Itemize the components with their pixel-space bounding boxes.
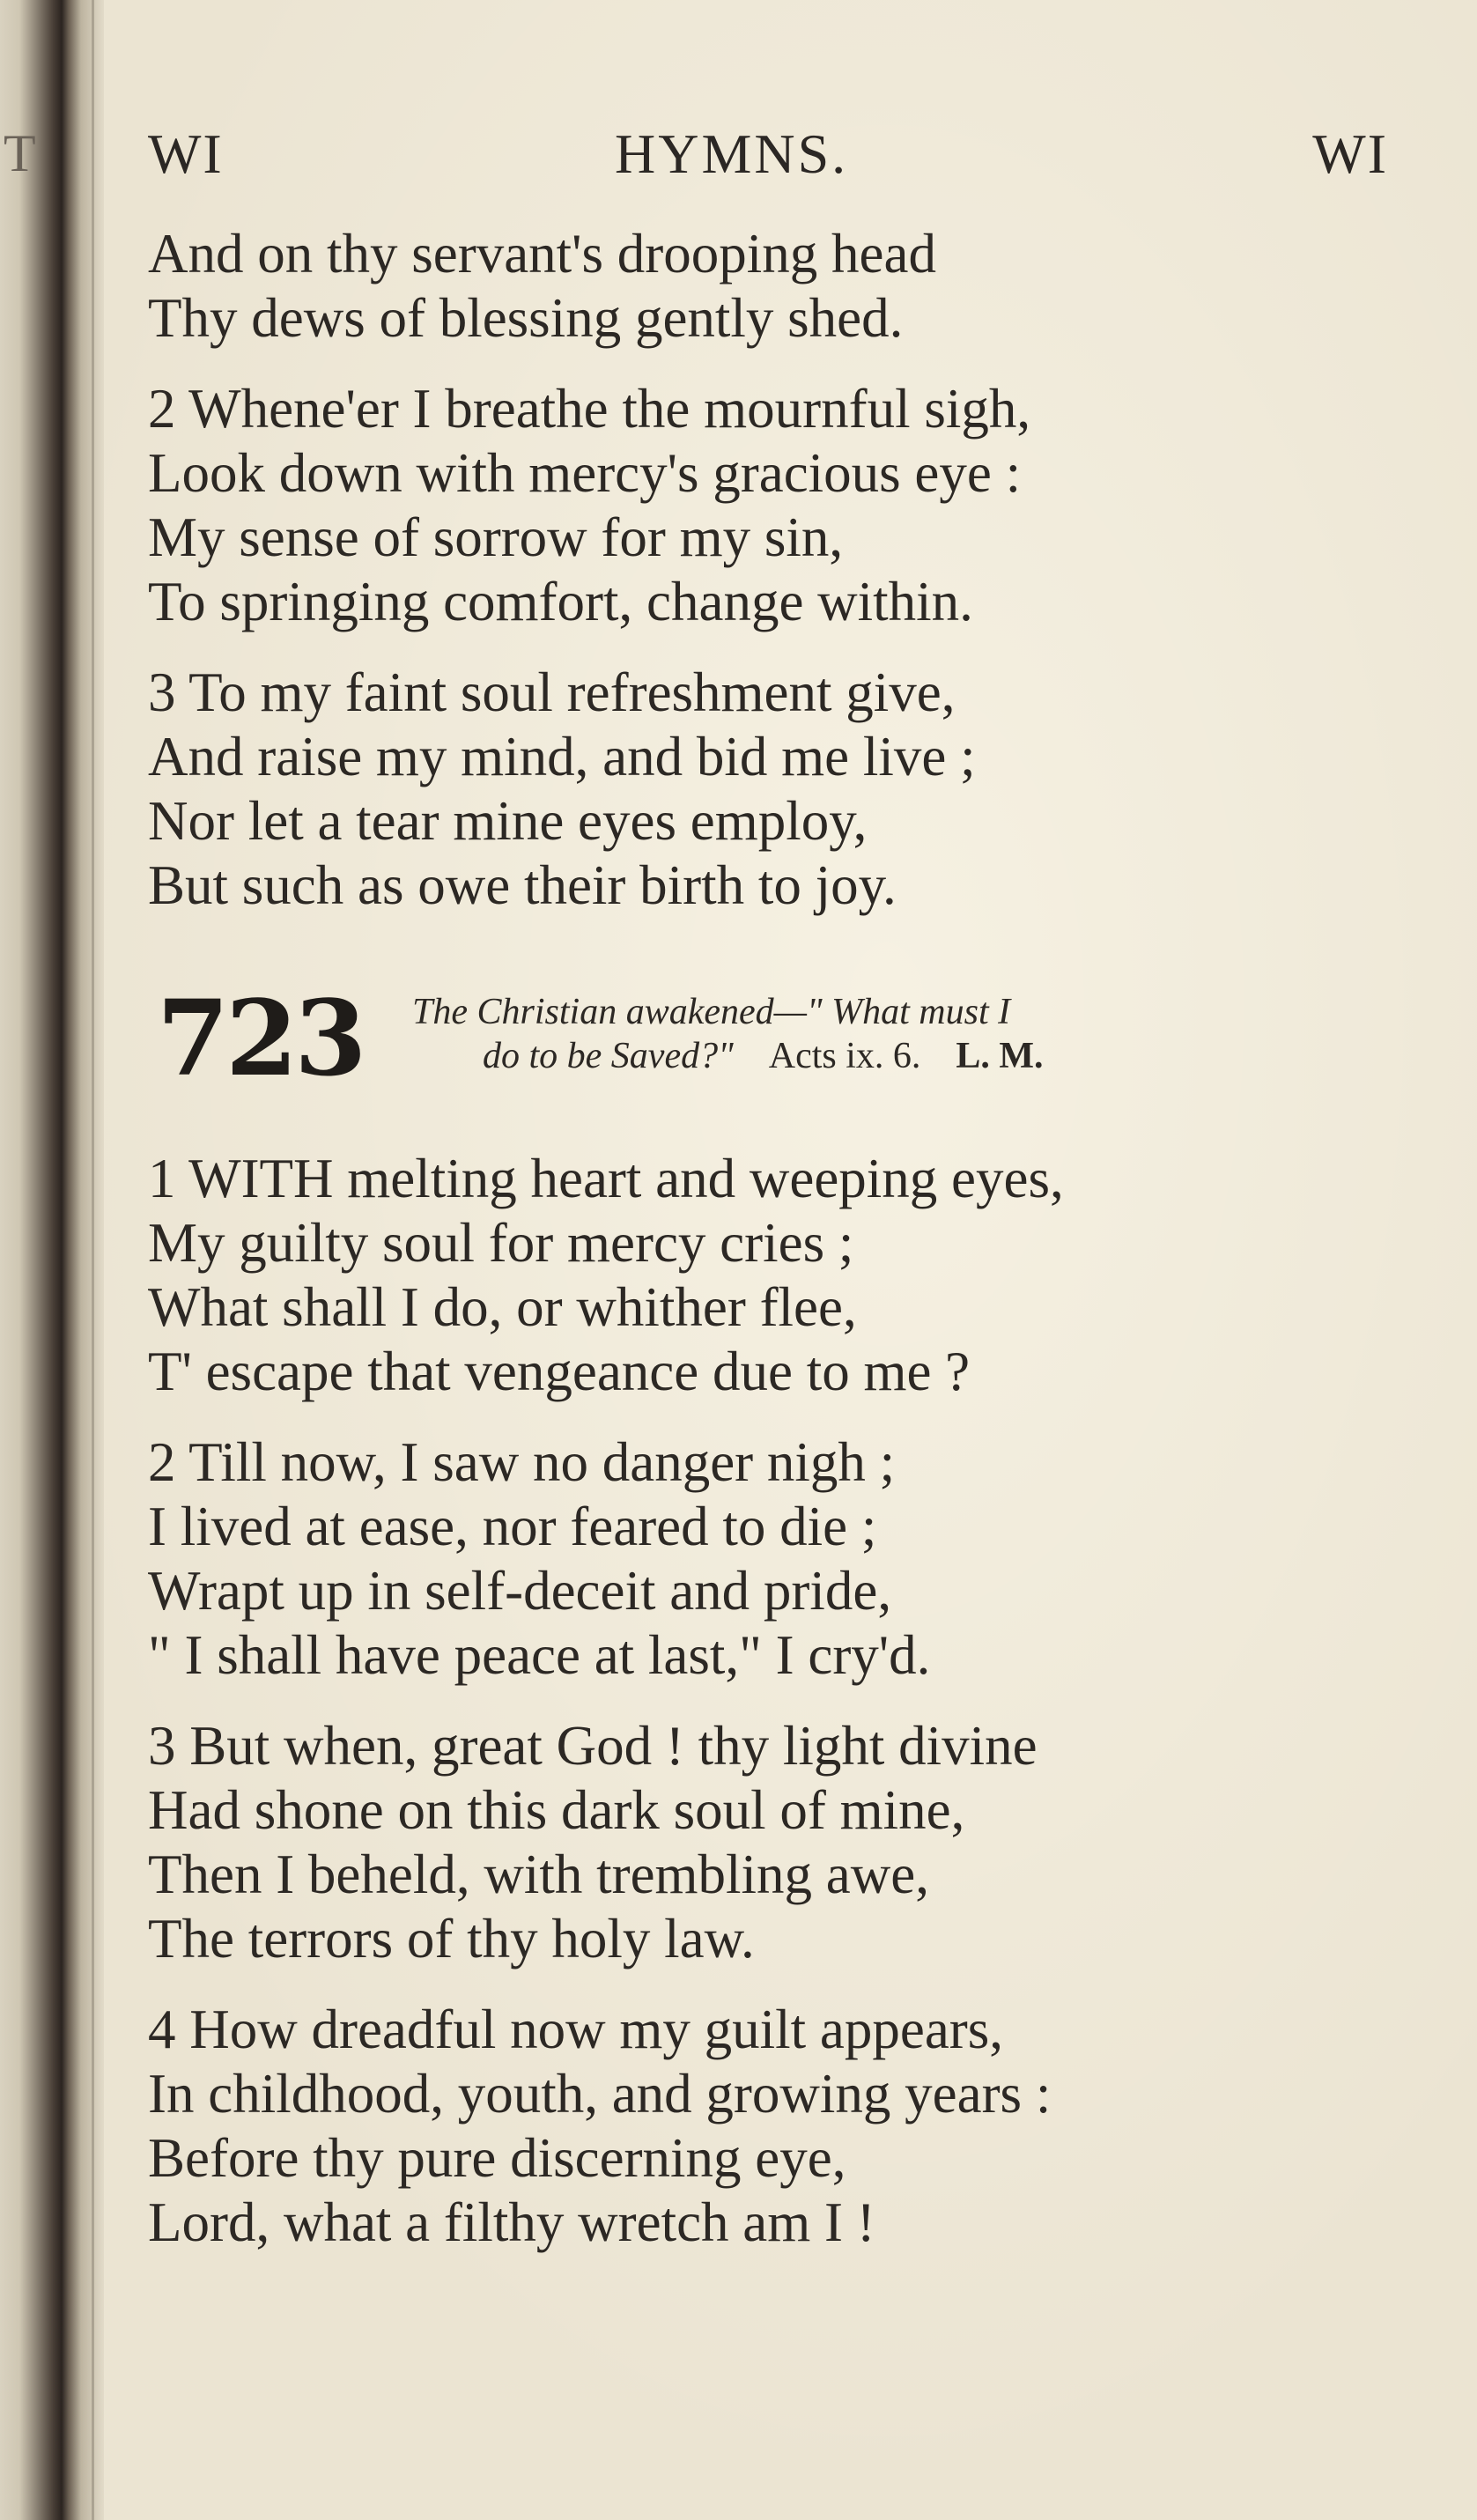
verse-line: The terrors of thy holy law. <box>148 1908 755 1969</box>
page-body <box>148 222 1416 2281</box>
hymn-title <box>412 990 1044 1078</box>
scripture-reference: Acts ix. 6. <box>768 1036 921 1076</box>
verse-line: 3 But when, great God ! thy light divine <box>148 1715 1038 1777</box>
hymn-title-line2-wrap <box>412 1034 1044 1078</box>
verse-line: And raise my mind, and bid me live ; <box>148 726 976 787</box>
hymn-stanza-3 <box>148 1714 1416 1971</box>
hymn-meter: L. M. <box>956 1036 1044 1076</box>
hymn-title-line1: The Christian awakened—" What must I <box>412 992 1011 1032</box>
running-head-title: HYMNS. <box>615 122 849 185</box>
running-head <box>148 122 1388 192</box>
verse-line: My guilty soul for mercy cries ; <box>148 1212 854 1274</box>
verse-line: Wrapt up in self-deceit and pride, <box>148 1560 892 1622</box>
gutter-line <box>92 0 94 2520</box>
running-head-right: WI <box>1312 122 1388 185</box>
verse-line: " I shall have peace at last," I cry'd. <box>148 1624 931 1686</box>
hymn-stanza-2 <box>148 1430 1416 1688</box>
verse-line: In childhood, youth, and growing years : <box>148 2063 1052 2125</box>
verse-line: T' escape that vengeance due to me ? <box>148 1341 971 1402</box>
verse-line: My sense of sorrow for my sin, <box>148 506 844 568</box>
verse-line: Thy dews of blessing gently shed. <box>148 287 904 349</box>
hymn-stanza-4 <box>148 1998 1416 2255</box>
continued-stanza <box>148 222 1416 351</box>
book-gutter <box>0 0 104 2520</box>
verse-line: Look down with mercy's gracious eye : <box>148 442 1022 504</box>
hymn-header <box>148 977 1416 1099</box>
hymn-title-line2: do to be Saved?" <box>483 1036 734 1076</box>
verse-line: To springing comfort, change within. <box>148 571 973 632</box>
prev-stanza-3 <box>148 661 1416 918</box>
running-head-left: WI <box>148 122 224 185</box>
verse-line: Nor let a tear mine eyes employ, <box>148 790 868 852</box>
verse-line: I lived at ease, nor feared to die ; <box>148 1496 877 1557</box>
verse-line: 3 To my faint soul refreshment give, <box>148 661 956 723</box>
edge-mark: T <box>4 124 36 182</box>
verse-line: And on thy servant's drooping head <box>148 223 936 285</box>
verse-line: Had shone on this dark soul of mine, <box>148 1779 965 1841</box>
verse-line: Lord, what a filthy wretch am I ! <box>148 2191 875 2253</box>
verse-line: 2 Till now, I saw no danger nigh ; <box>148 1431 896 1493</box>
verse-line: What shall I do, or whither flee, <box>148 1276 857 1338</box>
verse-line: 4 How dreadful now my guilt appears, <box>148 1999 1004 2060</box>
verse-line: Before thy pure discerning eye, <box>148 2127 846 2189</box>
hymn-stanza-1 <box>148 1147 1416 1404</box>
hymn-number: 723 <box>157 977 364 1099</box>
verse-line: 2 Whene'er I breathe the mournful sigh, <box>148 378 1031 440</box>
prev-stanza-2 <box>148 377 1416 634</box>
verse-line: But such as owe their birth to joy. <box>148 854 897 916</box>
verse-line: 1 WITH melting heart and weeping eyes, <box>148 1148 1064 1209</box>
verse-line: Then I beheld, with trembling awe, <box>148 1844 929 1905</box>
